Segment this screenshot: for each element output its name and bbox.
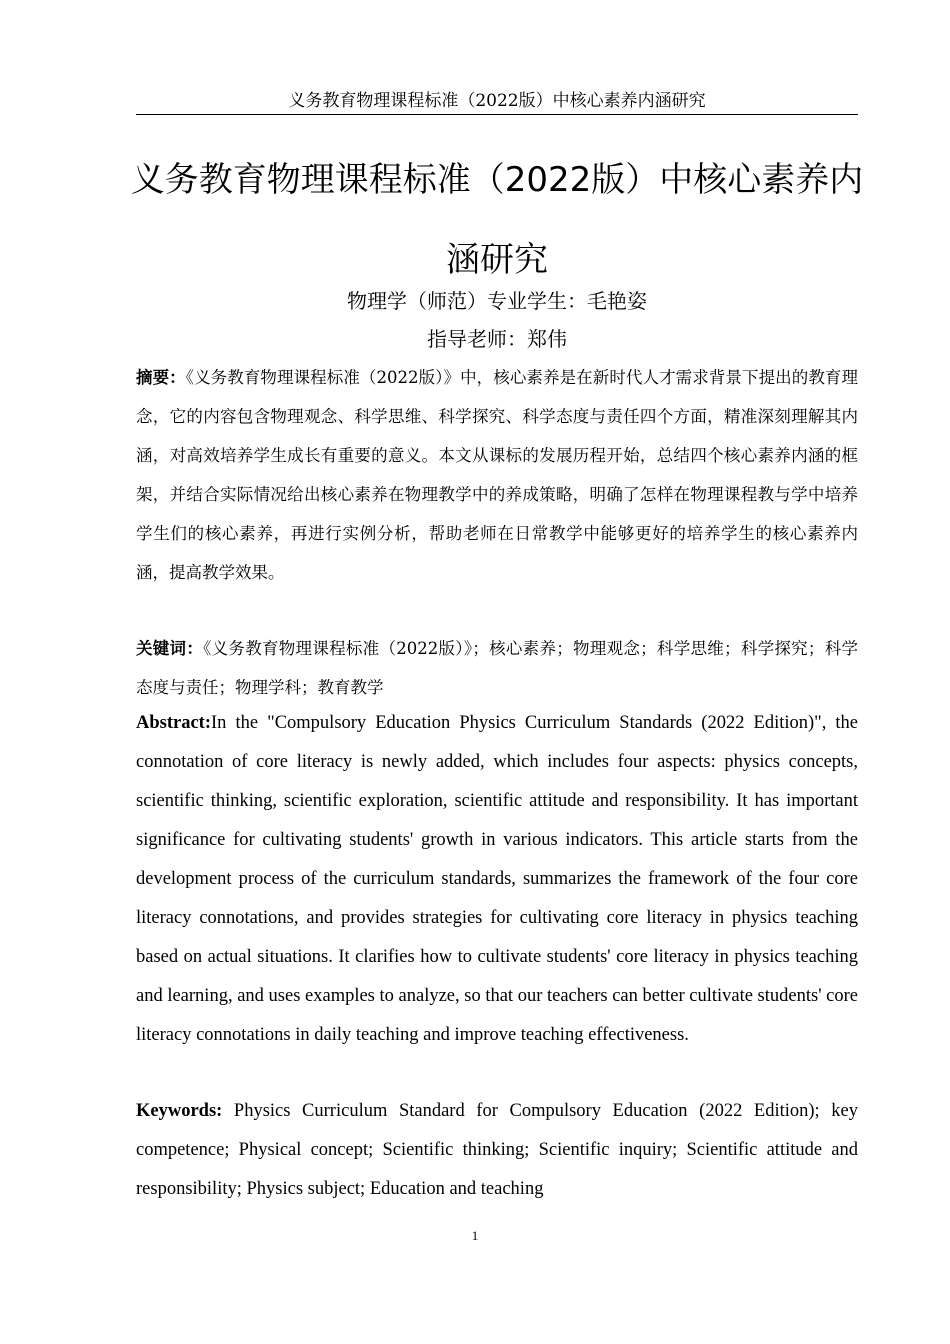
chinese-keywords-text: 《义务教育物理课程标准（2022版）》；核心素养；物理观念；科学思维；科学探究；科学态度与责任；物理学科；教育教学 — [136, 639, 858, 697]
english-abstract-label: Abstract: — [136, 713, 212, 733]
english-keywords — [136, 1092, 858, 1209]
english-abstract-text: In the "Compulsory Education Physics Curriculum Standards (2022 Edition)", the connotation of core literacy is newly added, which includes four aspects: physics concepts, scientific thinking, scientific exploration, scientific attitude and responsibility. It has important significance for cultivating students' growth in various indicators. This article starts from the development process of the curriculum standards, summarizes the framework of the four core literacy connotations, and provides strategies for cultivating core literacy in physics teaching based on actual situations. It clarifies how to cultivate students' core literacy in physics teaching and learning, and uses examples to analyze, so that our teachers can better cultivate students' core literacy connotations in daily teaching and improve teaching effectiveness. — [136, 713, 858, 1045]
page-number: 1 — [471, 1228, 479, 1243]
english-keywords-label: Keywords: — [136, 1101, 223, 1121]
running-header: 义务教育物理课程标准（2022版）中核心素养内涵研究 — [136, 90, 858, 115]
chinese-abstract-label: 摘要： — [136, 368, 186, 387]
chinese-abstract — [136, 358, 858, 592]
english-abstract — [136, 704, 858, 1055]
chinese-keywords-label: 关键词： — [136, 639, 204, 658]
chinese-keywords — [136, 629, 858, 707]
advisor-line: 指导老师：郑伟 — [427, 327, 567, 351]
paper-title: 义务教育物理课程标准（2022版）中核心素养内涵研究 — [130, 160, 864, 280]
author-line: 物理学（师范）专业学生：毛艳姿 — [347, 289, 647, 313]
chinese-abstract-text: 《义务教育物理课程标准（2022版）》中，核心素养是在新时代人才需求背景下提出的教育理念，它的内容包含物理观念、科学思维、科学探究、科学态度与责任四个方面，精准深刻理解其内涵，对高效培养学生成长有重要的意义。本文从课标的发展历程开始，总结四个核心素养内涵的框架，并结合实际情况给出核心素养在物理教学中的养成策略，明确了怎样在物理课程教与学中培养学生们的核心素养，再进行实例分析，帮助老师在日常教学中能够更好的培养学生的核心素养内涵，提高教学效果。 — [136, 368, 858, 582]
english-keywords-text: Physics Curriculum Standard for Compulsory Education (2022 Edition); key competence; Physical concept; Scientific thinking; Scientific inquiry; Scientific attitude and responsibility; Physics subject; Education and teaching — [136, 1101, 858, 1199]
